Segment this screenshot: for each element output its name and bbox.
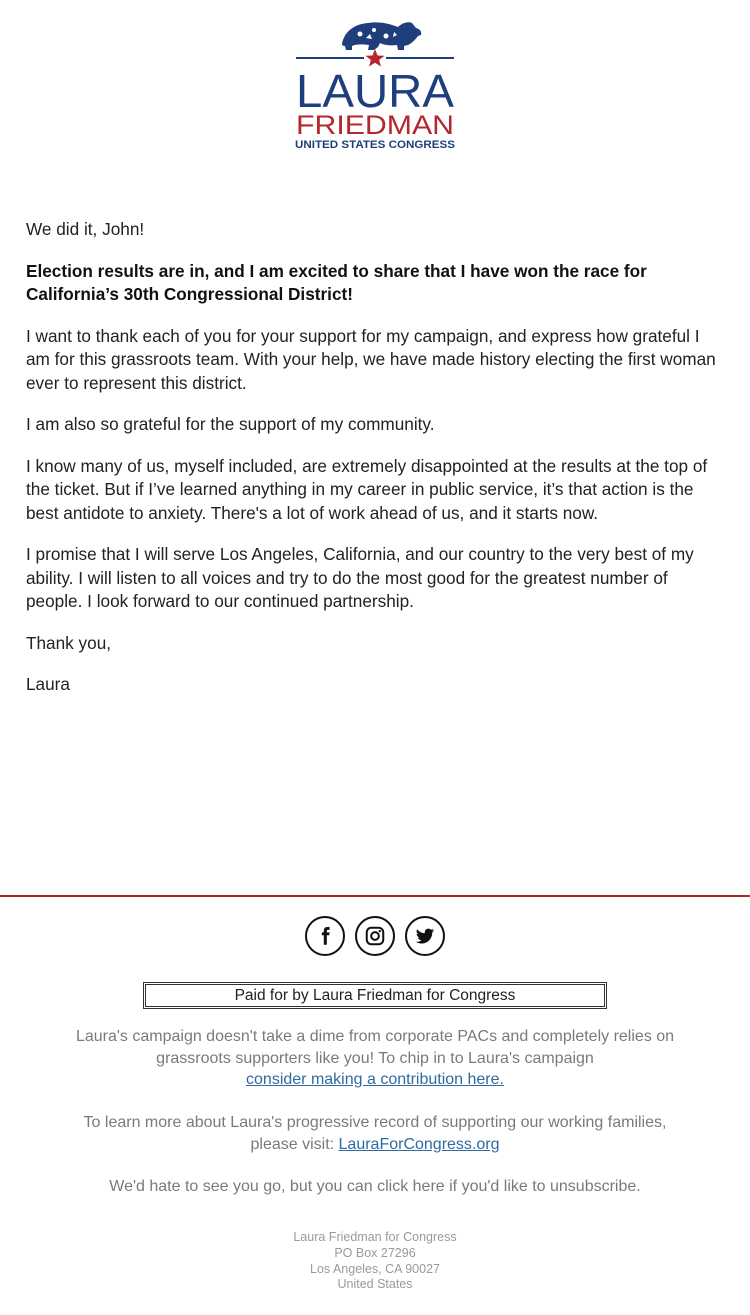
twitter-link[interactable] [405,916,445,956]
paid-for-disclaimer: Paid for by Laura Friedman for Congress [143,982,607,1009]
signature: Laura [26,674,70,694]
facebook-link[interactable] [305,916,345,956]
headline: Election results are in, and I am excited to share that I have won the race for California’s 30th Congressional District! [26,260,647,304]
footer-divider [0,895,750,897]
campaign-logo [0,14,750,154]
instagram-icon [364,925,386,947]
footer-learn-text [75,1112,675,1155]
paragraph-thanks: I want to thank each of you for your support for my campaign, and express how grateful I am for this grassroots team. With your help, we have made history electing the first woman ever to represent this district. [26,325,716,393]
pacs-text: Laura's campaign doesn't take a dime from corporate PACs and completely relies on grassroots supporters like you! To chip in to Laura's campaign [75,1028,675,1067]
mailing-address [0,1230,750,1293]
logo-line-1: LAURA [296,65,455,117]
address-name: Laura Friedman for Congress [293,1230,457,1244]
facebook-icon [314,925,336,947]
letter-body [26,218,726,715]
website-link[interactable]: LauraForCongress.org [338,1135,500,1153]
logo-graphic [290,14,460,154]
paragraph-community: I am also so grateful for the support of my community. [26,414,435,434]
paragraph-promise: I promise that I will serve Los Angeles, California, and our country to the very best of my ability. I will listen to all voices and try to do the most good for the greatest number of people. I look forward to our continued partnership. [26,544,694,611]
social-links [0,916,750,956]
instagram-link[interactable] [355,916,395,956]
address-po: PO Box 27296 [334,1245,416,1260]
address-country: United States [337,1277,413,1292]
star-icon [366,49,385,67]
footer-pacs-text [75,1026,675,1091]
greeting: We did it, John! [26,219,145,239]
logo-line-2: FRIEDMAN [296,110,454,140]
unsubscribe-text[interactable]: We'd hate to see you go, but you can click here if you'd like to unsubscribe. [109,1178,641,1195]
contribution-link[interactable]: consider making a contribution here. [246,1071,504,1088]
learn-text: To learn more about Laura's progressive record of supporting our working families, please visit: [83,1114,667,1153]
twitter-icon [414,925,436,947]
bear-icon [342,22,421,50]
paragraph-ticket: I know many of us, myself included, are extremely disappointed at the results at the top of the ticket. But if I’ve learned anything in my career in public service, it’s that action is the best antidote to anxiety. There's a lot of work ahead of us, and it starts now. [26,455,708,523]
closing: Thank you, [26,632,112,653]
logo-line-3: UNITED STATES CONGRESS [295,139,455,151]
address-city: Los Angeles, CA 90027 [310,1261,440,1276]
